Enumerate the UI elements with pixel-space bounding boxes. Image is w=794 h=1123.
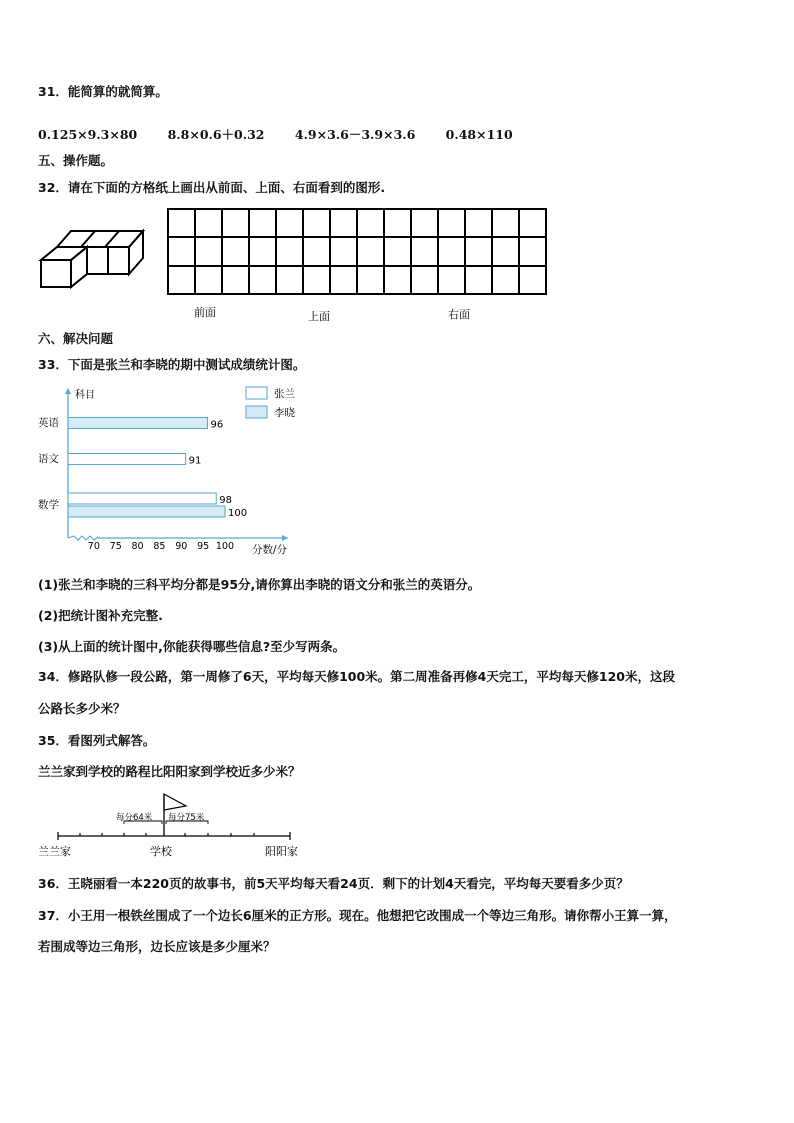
expr-2: 8.8×0.6＋0.32 — [167, 127, 265, 142]
x-tick-label: 90 — [175, 541, 188, 552]
speed-left-label: 每分64米 — [116, 813, 153, 823]
x-tick-label: 85 — [153, 541, 166, 552]
bar — [68, 418, 208, 429]
expr-1: 0.125×9.3×80 — [38, 127, 138, 142]
y-axis-arrow — [65, 388, 71, 394]
legend-swatch — [246, 387, 267, 399]
q35-distance-diagram — [38, 788, 318, 863]
q31-title: 31．能简算的就简算。 — [38, 84, 168, 99]
grid-paper[interactable] — [168, 209, 546, 294]
q33-sub1: (1)张兰和李晓的三科平均分都是95分,请你算出李晓的语文分和张兰的英语分。 — [38, 577, 481, 592]
q35-question: 兰兰家到学校的路程比阳阳家到学校近多少米？ — [38, 764, 301, 779]
q34-line1: 34．修路队修一段公路，第一周修了6天，平均每天修100米。第二周准备再修4天完工，平均每天修120米，这段 — [38, 669, 675, 684]
bar-value-label: 91 — [188, 455, 202, 467]
bar-value-label: 100 — [228, 508, 248, 519]
legend-label: 张兰 — [274, 388, 295, 400]
category-label: 语文 — [38, 453, 59, 465]
label-front: 前面 — [194, 306, 216, 319]
q33-sub3: (3)从上面的统计图中,你能获得哪些信息?至少写两条。 — [38, 639, 346, 654]
legend-swatch — [246, 406, 267, 418]
bar-value-label: 98 — [219, 495, 232, 506]
q37-line2: 若围成等边三角形，边长应该是多少厘米？ — [38, 939, 276, 954]
score-bar-chart — [38, 380, 318, 560]
q32-title: 32．请在下面的方格纸上画出从前面、上面、右面看到的图形. — [38, 180, 386, 195]
q35-title: 35．看图列式解答。 — [38, 733, 156, 748]
x-tick-label: 95 — [197, 541, 210, 552]
expr-4: 0.48×110 — [445, 127, 513, 142]
q31-expressions — [38, 125, 539, 143]
legend-label: 李晓 — [274, 407, 295, 419]
bar — [68, 493, 216, 504]
bar-value-label: 96 — [210, 419, 224, 431]
x-axis-arrow — [282, 535, 288, 541]
speed-right-label: 每分75米 — [168, 813, 205, 823]
section-5-heading: 五、操作题。 — [38, 153, 114, 168]
q37-line1: 37．小王用一根铁丝围成了一个边长6厘米的正方形。现在。他想把它改围成一个等边三角形。请你帮小王算一算， — [38, 908, 677, 923]
x-axis-label: 分数/分 — [252, 544, 288, 556]
x-tick-label: 100 — [215, 541, 235, 552]
category-label: 英语 — [38, 417, 59, 429]
x-tick-label: 80 — [131, 541, 144, 552]
section-6-heading: 六、解决问题 — [38, 331, 114, 346]
q32-figure — [38, 200, 558, 328]
q33-sub2: (2)把统计图补充完整. — [38, 608, 163, 623]
q33-title: 33．下面是张兰和李晓的期中测试成绩统计图。 — [38, 357, 306, 372]
x-tick-label: 70 — [87, 541, 100, 552]
category-label: 数学 — [38, 499, 59, 511]
lanlan-home-label: 兰兰家 — [38, 845, 71, 858]
expr-3: 4.9×3.6－3.9×3.6 — [294, 127, 416, 142]
school-flag-icon — [164, 794, 186, 810]
label-right: 右面 — [448, 308, 470, 321]
chart-bars — [68, 418, 247, 520]
q34-line2: 公路长多少米？ — [38, 701, 126, 716]
school-label: 学校 — [150, 845, 172, 858]
yangyang-home-label: 阳阳家 — [265, 845, 298, 858]
bar — [68, 506, 225, 517]
y-axis-label: 科目 — [75, 390, 95, 401]
label-top: 上面 — [308, 310, 330, 323]
bar — [68, 454, 186, 465]
q36-text: 36．王晓丽看一本220页的故事书，前5天平均每天看24页．剩下的计划4天看完，平均每天要看多少页？ — [38, 876, 629, 891]
cube-solid-drawing — [41, 231, 143, 287]
x-tick-label: 75 — [109, 541, 122, 552]
axis-break-mark — [68, 536, 98, 540]
chart-legend — [246, 387, 295, 419]
